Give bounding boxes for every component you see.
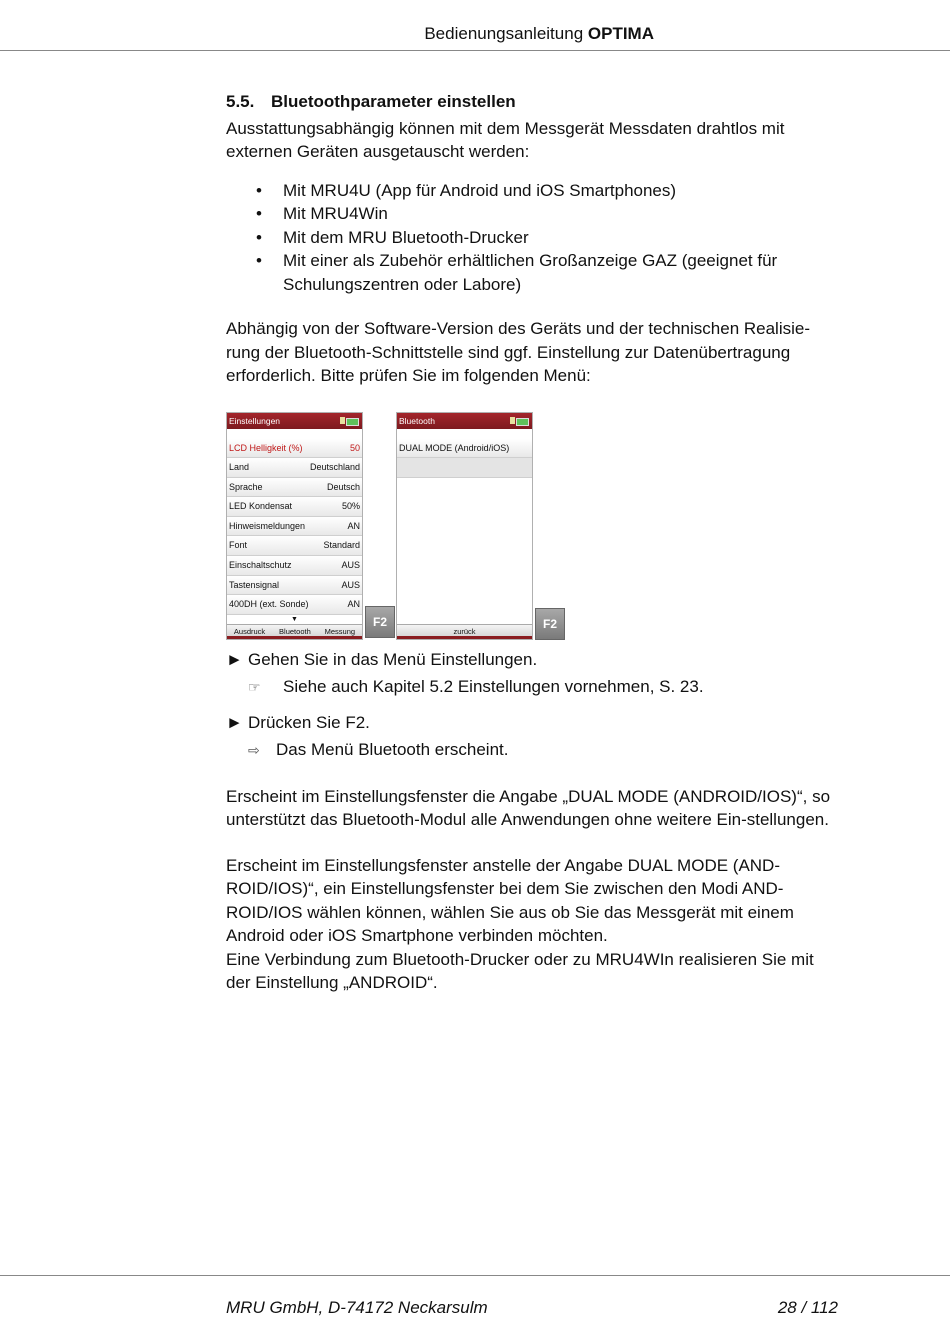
battery-icon bbox=[346, 418, 359, 426]
step-arrow-icon: ► bbox=[226, 649, 243, 669]
row-value: AUS bbox=[341, 560, 360, 571]
result-arrow-icon: ⇨ bbox=[248, 742, 260, 758]
intro-paragraph: Ausstattungsabhängig können mit dem Messgerät Messdaten drahtlos mit externen Geräten ausgetauscht werden: bbox=[226, 118, 785, 161]
empty-row bbox=[397, 458, 532, 478]
row-value: AUS bbox=[341, 579, 360, 590]
header-title bbox=[424, 24, 654, 44]
row-label: Land bbox=[229, 462, 250, 473]
row-label: 400DH (ext. Sonde) bbox=[229, 599, 309, 610]
main-content bbox=[226, 90, 841, 995]
settings-row[interactable] bbox=[227, 517, 362, 537]
section-title: Bluetoothparameter einstellen bbox=[271, 92, 516, 111]
row-value: AN bbox=[347, 520, 360, 531]
step-text: Gehen Sie in das Menü Einstellungen. bbox=[248, 649, 538, 669]
list-item: • Mit dem MRU Bluetooth-Drucker bbox=[226, 226, 841, 250]
step-text: Drücken Sie F2. bbox=[248, 712, 370, 732]
printer-paragraph: Eine Verbindung zum Bluetooth-Drucker oder zu MRU4WIn realisieren Sie mit der Einstellung „ANDROID“. bbox=[226, 949, 814, 992]
row-value: AN bbox=[347, 599, 360, 610]
footer-company: MRU GmbH, D-74172 Neckarsulm bbox=[226, 1298, 488, 1317]
bluetooth-screen bbox=[396, 412, 533, 640]
page-footer bbox=[0, 1275, 950, 1317]
lock-icon bbox=[340, 417, 345, 424]
settings-row[interactable] bbox=[227, 439, 362, 459]
row-label: Sprache bbox=[229, 481, 263, 492]
settings-row[interactable] bbox=[227, 536, 362, 556]
bluetooth-title: Bluetooth bbox=[399, 415, 435, 426]
mode-select-paragraph: Erscheint im Einstellungsfenster anstelle der Angabe DUAL MODE (AND-ROID/IOS)“, ein Einstellungsfenster bei dem Sie zwischen den Modi AND-ROID/IOS wählen können, wählen Sie aus ob Sie das Messgerät mit einem Android oder iOS Smartphone verbinden möchten. bbox=[226, 855, 794, 945]
step-1-reference bbox=[226, 675, 841, 700]
bluetooth-titlebar bbox=[397, 413, 532, 429]
softkey-bar bbox=[397, 624, 532, 639]
row-label: DUAL MODE (Android/iOS) bbox=[399, 442, 510, 453]
row-label: LCD Helligkeit (%) bbox=[229, 442, 303, 453]
settings-row[interactable] bbox=[227, 458, 362, 478]
row-label: Font bbox=[229, 540, 248, 551]
settings-title: Einstellungen bbox=[229, 415, 281, 426]
step-1 bbox=[226, 648, 841, 672]
battery-icon bbox=[516, 418, 529, 426]
lock-icon bbox=[510, 417, 515, 424]
software-paragraph: Abhängig von der Software-Version des Geräts und der technischen Realisie-rung der Bluetooth-Schnittstelle sind ggf. Einstellung zur Datenübertragung erforderlich. Bitte prüfen Sie im folgenden Menü: bbox=[226, 319, 811, 385]
f2-key[interactable]: F2 bbox=[535, 608, 565, 640]
settings-row[interactable] bbox=[227, 497, 362, 517]
settings-row[interactable] bbox=[227, 478, 362, 498]
page-header bbox=[0, 22, 950, 51]
settings-screen bbox=[226, 412, 363, 640]
result-text: Das Menü Bluetooth erscheint. bbox=[276, 740, 509, 759]
softkey-messung[interactable]: Messung bbox=[324, 626, 356, 636]
step-2 bbox=[226, 711, 841, 735]
device-list bbox=[226, 179, 841, 297]
row-value: Standard bbox=[323, 540, 360, 551]
settings-row[interactable] bbox=[227, 556, 362, 576]
step-2-result bbox=[226, 738, 841, 763]
list-item: • Mit einer als Zubehör erhältlichen Großanzeige GAZ (geeignet für Schulungszentren oder Labore) bbox=[226, 249, 841, 296]
screenshots-figure bbox=[226, 412, 841, 648]
settings-row[interactable] bbox=[227, 595, 362, 615]
section-number: 5.5. bbox=[226, 92, 255, 111]
f2-key[interactable]: F2 bbox=[365, 606, 395, 638]
row-value: Deutsch bbox=[326, 481, 360, 492]
row-value: 50% bbox=[341, 501, 360, 512]
reference-text: Siehe auch Kapitel 5.2 Einstellungen vornehmen, S. 23. bbox=[283, 677, 704, 696]
list-item: • Mit MRU4U (App für Android und iOS Smartphones) bbox=[226, 179, 841, 203]
row-label: Einschaltschutz bbox=[229, 560, 292, 571]
list-item: • Mit MRU4Win bbox=[226, 202, 841, 226]
softkey-bar bbox=[227, 624, 362, 639]
settings-titlebar bbox=[227, 413, 362, 429]
row-label: Tastensignal bbox=[229, 579, 280, 590]
header-product: OPTIMA bbox=[587, 24, 654, 43]
row-value: 50 bbox=[349, 442, 360, 453]
row-label: LED Kondensat bbox=[229, 501, 293, 512]
settings-row[interactable] bbox=[227, 576, 362, 596]
dual-mode-paragraph: Erscheint im Einstellungsfenster die Angabe „DUAL MODE (ANDROID/IOS)“, so unterstützt das Bluetooth-Modul alle Anwendungen ohne weitere Ein-stellungen. bbox=[226, 786, 831, 829]
pointing-hand-icon: ☞ bbox=[248, 679, 261, 695]
row-value: Deutschland bbox=[309, 462, 360, 473]
row-label: Hinweismeldungen bbox=[229, 520, 306, 531]
step-arrow-icon: ► bbox=[226, 712, 243, 732]
header-prefix: Bedienungsanleitung bbox=[424, 24, 584, 43]
section-heading bbox=[226, 90, 841, 114]
softkey-zurueck[interactable]: zurück bbox=[453, 626, 476, 636]
softkey-bluetooth[interactable]: Bluetooth bbox=[279, 626, 311, 636]
footer-page-number: 28 / 112 bbox=[777, 1298, 838, 1317]
softkey-ausdruck[interactable]: Ausdruck bbox=[233, 626, 266, 636]
scroll-down-icon: ▼ bbox=[291, 615, 298, 623]
bluetooth-row[interactable] bbox=[397, 439, 532, 459]
